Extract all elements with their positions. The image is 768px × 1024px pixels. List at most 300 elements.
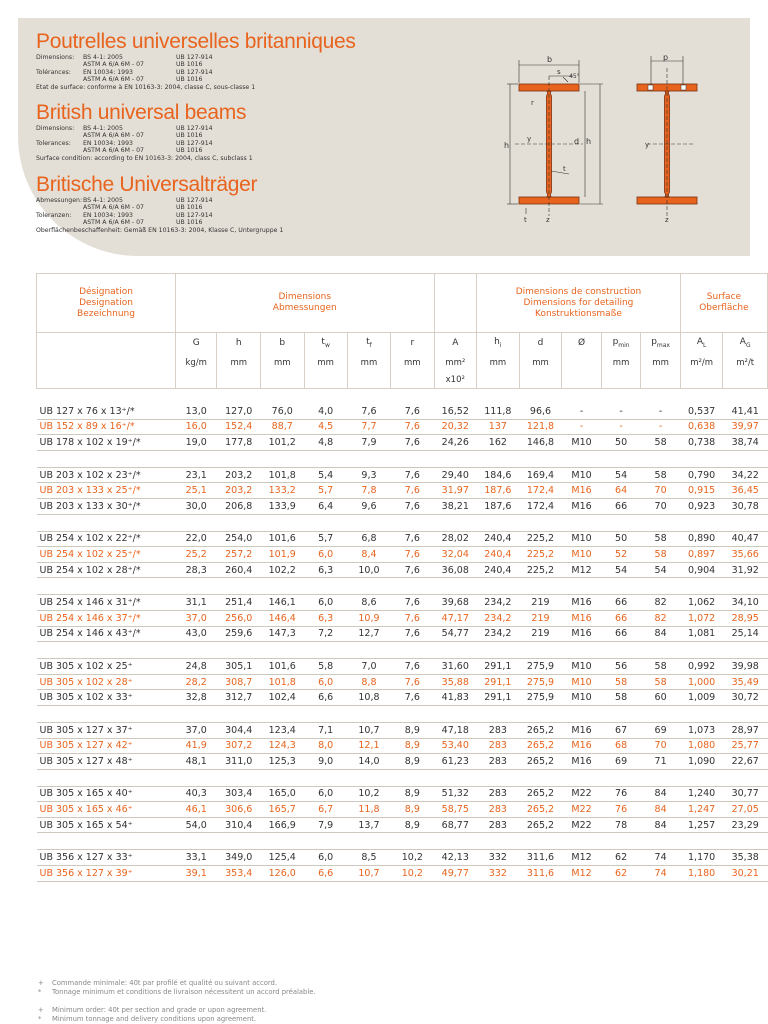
value-cell: 187,6	[477, 498, 520, 514]
table-row	[37, 547, 768, 563]
value-cell: M10	[562, 531, 602, 547]
gap-cell	[641, 833, 681, 850]
value-cell: 24,8	[176, 659, 217, 675]
gap-cell	[641, 642, 681, 659]
meta-en	[36, 125, 253, 162]
value-cell: 76,0	[260, 404, 304, 419]
table-row	[37, 562, 768, 578]
value-cell: 61,23	[434, 754, 477, 770]
value-cell: 1,000	[680, 674, 723, 690]
value-cell: 8,4	[347, 547, 390, 563]
gap-cell	[477, 705, 520, 722]
value-cell: 7,9	[304, 817, 347, 833]
gap-cell	[562, 578, 602, 595]
unit-cell	[37, 353, 176, 372]
group-construction	[477, 274, 681, 333]
value-cell: 332	[477, 866, 520, 882]
value-cell: 265,2	[519, 738, 562, 754]
meta-text: UB 1016	[176, 147, 203, 155]
value-cell: 6,0	[304, 786, 347, 802]
area-factor-cell	[347, 372, 390, 389]
group-header-line: Konstruktionsmaße	[534, 308, 622, 319]
gap-cell	[723, 833, 768, 850]
footnote	[38, 1015, 256, 1024]
value-cell: 28,2	[176, 674, 217, 690]
value-cell: 6,8	[347, 531, 390, 547]
value-cell: 311,6	[519, 850, 562, 866]
value-cell: -	[601, 404, 640, 419]
gap-cell	[176, 450, 217, 467]
value-cell: 66	[601, 595, 640, 611]
value-cell: 48,1	[176, 754, 217, 770]
meta-text: UB 1016	[176, 76, 203, 84]
value-cell: 7,6	[391, 610, 434, 626]
value-cell: 67	[601, 722, 640, 738]
value-cell: 49,77	[434, 866, 477, 882]
value-cell: 66	[601, 498, 640, 514]
value-cell: 66	[601, 610, 640, 626]
value-cell: 25,2	[176, 547, 217, 563]
value-cell: 28,97	[723, 722, 768, 738]
gap-cell	[641, 705, 681, 722]
value-cell: 76	[601, 802, 640, 818]
gap-cell	[304, 769, 347, 786]
symbol-text: r	[410, 338, 415, 348]
value-cell: 14,0	[347, 754, 390, 770]
gap-cell	[519, 578, 562, 595]
symbol-subscript: L	[703, 341, 707, 349]
designation-cell: UB 305 x 165 x 46⁺	[37, 802, 176, 818]
value-cell: 259,6	[217, 626, 261, 642]
value-cell: M10	[562, 547, 602, 563]
gap-cell	[519, 833, 562, 850]
value-cell: 146,8	[519, 435, 562, 451]
value-cell: 7,6	[391, 690, 434, 706]
value-cell: 9,6	[347, 498, 390, 514]
meta-text: ASTM A 6/A 6M - 07	[83, 147, 144, 155]
unit-cell: mm	[519, 353, 562, 372]
value-cell: 23,29	[723, 817, 768, 833]
value-cell: 31,92	[723, 562, 768, 578]
group-gap-row	[37, 450, 768, 467]
group-header-line: Dimensions for detailing	[523, 297, 634, 308]
meta-text: ASTM A 6/A 6M - 07	[83, 76, 144, 84]
value-cell: 126,0	[260, 866, 304, 882]
group-area-blank	[434, 274, 477, 333]
table-row	[37, 802, 768, 818]
table-row	[37, 610, 768, 626]
value-cell: 34,22	[723, 467, 768, 483]
value-cell: 8,9	[391, 802, 434, 818]
symbol-cell	[562, 333, 602, 354]
value-cell: 332	[477, 850, 520, 866]
gap-cell	[641, 769, 681, 786]
value-cell: 234,2	[477, 595, 520, 611]
group-header-line: Surface	[706, 292, 742, 302]
value-cell: -	[601, 419, 640, 435]
symbol-cell	[723, 333, 768, 354]
area-factor-cell	[37, 372, 176, 389]
symbol-cell	[176, 333, 217, 354]
gap-cell	[260, 769, 304, 786]
value-cell: 125,4	[260, 850, 304, 866]
area-factor-cell	[519, 372, 562, 389]
table-row	[37, 690, 768, 706]
gap-cell	[347, 769, 390, 786]
gap-cell	[519, 769, 562, 786]
footnote-mark: *	[38, 988, 42, 996]
meta-text: BS 4-1: 2005	[83, 197, 123, 204]
value-cell: M22	[562, 817, 602, 833]
value-cell: 7,6	[391, 626, 434, 642]
value-cell: 13,7	[347, 817, 390, 833]
table-row	[37, 850, 768, 866]
value-cell: 0,897	[680, 547, 723, 563]
unit-cell: mm	[641, 353, 681, 372]
value-cell: 58	[641, 659, 681, 675]
designation-cell: UB 356 x 127 x 33⁺	[37, 850, 176, 866]
meta-line	[36, 76, 356, 83]
value-cell: 37,0	[176, 722, 217, 738]
value-cell: 1,090	[680, 754, 723, 770]
value-cell: 31,1	[176, 595, 217, 611]
value-cell: M12	[562, 866, 602, 882]
gap-cell	[37, 705, 176, 722]
value-cell: 58	[601, 674, 640, 690]
value-cell: 0,904	[680, 562, 723, 578]
value-cell: 7,9	[347, 435, 390, 451]
value-cell: 307,2	[217, 738, 261, 754]
unit-row	[37, 353, 768, 372]
title-fr: Poutrelles universelles britanniques	[36, 30, 356, 53]
value-cell: 10,2	[391, 866, 434, 882]
value-cell: 68	[601, 738, 640, 754]
value-cell: 125,3	[260, 754, 304, 770]
value-cell: 88,7	[260, 419, 304, 435]
value-cell: 311,0	[217, 754, 261, 770]
value-cell: 219	[519, 626, 562, 642]
group-header-line: Oberfläche	[699, 303, 749, 313]
table-row	[37, 435, 768, 451]
value-cell: 78	[601, 817, 640, 833]
group-header-row	[37, 274, 768, 333]
value-cell: 56	[601, 659, 640, 675]
meta-line	[36, 125, 246, 132]
value-cell: 54	[601, 467, 640, 483]
value-cell: 23,1	[176, 467, 217, 483]
value-cell: 177,8	[217, 435, 261, 451]
meta-text: Abmessungen:	[36, 197, 83, 204]
value-cell: 265,2	[519, 754, 562, 770]
value-cell: 68,77	[434, 817, 477, 833]
value-cell: 137	[477, 419, 520, 435]
gap-cell	[391, 705, 434, 722]
value-cell: 111,8	[477, 404, 520, 419]
gap-cell	[260, 514, 304, 531]
label-p: p	[663, 53, 669, 62]
symbol-cell	[347, 333, 390, 354]
table-row	[37, 404, 768, 419]
designation-cell: UB 305 x 102 x 33⁺	[37, 690, 176, 706]
gap-cell	[304, 450, 347, 467]
value-cell: 66	[601, 626, 640, 642]
value-cell: M10	[562, 659, 602, 675]
beam-cross-section-figure	[505, 38, 715, 228]
gap-cell	[477, 642, 520, 659]
value-cell: 101,6	[260, 659, 304, 675]
value-cell: 240,4	[477, 562, 520, 578]
value-cell: 84	[641, 786, 681, 802]
value-cell: 275,9	[519, 690, 562, 706]
gap-cell	[260, 833, 304, 850]
value-cell: 283	[477, 802, 520, 818]
label-z: z	[546, 216, 550, 224]
value-cell: 265,2	[519, 817, 562, 833]
value-cell: 5,7	[304, 531, 347, 547]
meta-text: BS 4-1: 2005	[83, 54, 123, 61]
symbol-subscript: max	[656, 341, 670, 349]
group-header-line: Designation	[79, 297, 133, 308]
value-cell: 19,0	[176, 435, 217, 451]
meta-text: UB 1016	[176, 132, 203, 140]
value-cell: 8,9	[391, 754, 434, 770]
value-cell: 4,5	[304, 419, 347, 435]
label-ss: s	[557, 68, 561, 76]
value-cell: 6,0	[304, 850, 347, 866]
value-cell: 6,6	[304, 866, 347, 882]
meta-line	[36, 147, 246, 154]
gap-cell	[217, 642, 261, 659]
gap-cell	[176, 578, 217, 595]
value-cell: 7,6	[391, 419, 434, 435]
value-cell: 0,992	[680, 659, 723, 675]
value-cell: 0,790	[680, 467, 723, 483]
gap-cell	[391, 514, 434, 531]
value-cell: 36,45	[723, 483, 768, 499]
value-cell: 70	[641, 738, 681, 754]
value-cell: 275,9	[519, 659, 562, 675]
gap-cell	[304, 514, 347, 531]
value-cell: M10	[562, 435, 602, 451]
value-cell: 30,0	[176, 498, 217, 514]
value-cell: 353,4	[217, 866, 261, 882]
value-cell: 25,77	[723, 738, 768, 754]
meta-text: UB 127-914	[176, 125, 213, 132]
value-cell: 40,47	[723, 531, 768, 547]
gap-cell	[347, 705, 390, 722]
unit-cell: kg/m	[176, 353, 217, 372]
gap-cell	[37, 833, 176, 850]
gap-cell	[304, 833, 347, 850]
area-factor-cell	[391, 372, 434, 389]
value-cell: 306,6	[217, 802, 261, 818]
gap-cell	[723, 769, 768, 786]
value-cell: 8,5	[347, 850, 390, 866]
value-cell: 53,40	[434, 738, 477, 754]
surface-condition: Oberflächenbeschaffenheit: Gemäß EN 10163-3: 2004, Klasse C, Untergruppe 1	[36, 226, 284, 234]
designation-cell: UB 254 x 102 x 22⁺/*	[37, 531, 176, 547]
value-cell: 7,6	[391, 659, 434, 675]
value-cell: 10,9	[347, 610, 390, 626]
value-cell: 52	[601, 547, 640, 563]
designation-cell: UB 305 x 127 x 42⁺	[37, 738, 176, 754]
footnote-mark: *	[38, 1015, 42, 1023]
value-cell: 10,7	[347, 722, 390, 738]
symbol-row	[37, 333, 768, 354]
value-cell: 283	[477, 722, 520, 738]
label-d: d	[574, 137, 580, 146]
footnote-text: Minimum tonnage and delivery conditions upon agreement.	[52, 1015, 257, 1023]
value-cell: 82	[641, 595, 681, 611]
value-cell: 47,18	[434, 722, 477, 738]
value-cell: 283	[477, 754, 520, 770]
value-cell: 38,21	[434, 498, 477, 514]
value-cell: 58	[641, 674, 681, 690]
meta-text: Tolérances:	[36, 68, 71, 76]
gap-cell	[562, 642, 602, 659]
value-cell: 225,2	[519, 562, 562, 578]
value-cell: 39,97	[723, 419, 768, 435]
gap-cell	[37, 450, 176, 467]
value-cell: M16	[562, 722, 602, 738]
value-cell: 7,7	[347, 419, 390, 435]
gap-cell	[680, 833, 723, 850]
symbol-cell	[519, 333, 562, 354]
group-gap-row	[37, 578, 768, 595]
meta-text: UB 1016	[176, 61, 203, 69]
gap-cell	[477, 769, 520, 786]
gap-cell	[680, 642, 723, 659]
gap-cell	[217, 578, 261, 595]
value-cell: 25,14	[723, 626, 768, 642]
footnote-mark: +	[38, 1006, 44, 1014]
table-row	[37, 498, 768, 514]
designation-cell: UB 254 x 146 x 43⁺/*	[37, 626, 176, 642]
value-cell: 7,6	[391, 498, 434, 514]
gap-cell	[562, 769, 602, 786]
value-cell: 41,41	[723, 404, 768, 419]
gap-cell	[477, 450, 520, 467]
value-cell: 133,9	[260, 498, 304, 514]
symbol-text: h	[494, 337, 500, 348]
value-cell: 310,4	[217, 817, 261, 833]
value-cell: M22	[562, 802, 602, 818]
value-cell: 6,0	[304, 547, 347, 563]
area-factor-cell: x10²	[434, 372, 477, 389]
value-cell: 206,8	[217, 498, 261, 514]
footnote-mark: +	[38, 979, 44, 987]
value-cell: 84	[641, 817, 681, 833]
value-cell: 40,3	[176, 786, 217, 802]
value-cell: 54	[641, 562, 681, 578]
meta-line	[36, 54, 356, 61]
value-cell: 101,9	[260, 547, 304, 563]
area-factor-cell	[260, 372, 304, 389]
meta-text: ASTM A 6/A 6M - 07	[83, 219, 144, 227]
value-cell: 124,3	[260, 738, 304, 754]
value-cell: 0,923	[680, 498, 723, 514]
designation-cell: UB 356 x 127 x 39⁺	[37, 866, 176, 882]
value-cell: 121,8	[519, 419, 562, 435]
value-cell: 312,7	[217, 690, 261, 706]
value-cell: -	[641, 404, 681, 419]
unit-cell: mm	[391, 353, 434, 372]
value-cell: 240,4	[477, 547, 520, 563]
table-row	[37, 467, 768, 483]
value-cell: 11,8	[347, 802, 390, 818]
gap-cell	[304, 642, 347, 659]
gap-cell	[519, 450, 562, 467]
value-cell: M16	[562, 483, 602, 499]
value-cell: 35,88	[434, 674, 477, 690]
value-cell: 8,8	[347, 674, 390, 690]
meta-text: EN 10034: 1993	[83, 211, 133, 219]
meta-line	[36, 140, 246, 147]
value-cell: -	[562, 419, 602, 435]
value-cell: 165,7	[260, 802, 304, 818]
gap-cell	[601, 514, 640, 531]
value-cell: 29,40	[434, 467, 477, 483]
label-z2: z	[665, 216, 669, 224]
area-factor-cell	[562, 372, 602, 389]
value-cell: 39,1	[176, 866, 217, 882]
value-cell: 37,0	[176, 610, 217, 626]
value-cell: 31,60	[434, 659, 477, 675]
meta-text: Toleranzen:	[36, 211, 72, 219]
value-cell: 74	[641, 850, 681, 866]
value-cell: 240,4	[477, 531, 520, 547]
table-row	[37, 738, 768, 754]
value-cell: 6,4	[304, 498, 347, 514]
value-cell: 165,0	[260, 786, 304, 802]
value-cell: 101,8	[260, 674, 304, 690]
unit-cell: m²/t	[723, 353, 768, 372]
symbol-text: h	[235, 338, 242, 348]
gap-cell	[260, 705, 304, 722]
header-de	[36, 173, 284, 234]
gap-cell	[434, 450, 477, 467]
value-cell: 147,3	[260, 626, 304, 642]
designation-cell: UB 305 x 165 x 54⁺	[37, 817, 176, 833]
symbol-text: p	[651, 337, 657, 348]
designation-cell: UB 152 x 89 x 16⁺/*	[37, 419, 176, 435]
meta-text: ASTM A 6/A 6M - 07	[83, 132, 144, 140]
value-cell: 7,6	[391, 674, 434, 690]
value-cell: 71	[641, 754, 681, 770]
value-cell: 1,180	[680, 866, 723, 882]
symbol-cell	[260, 333, 304, 354]
value-cell: 58	[641, 531, 681, 547]
value-cell: 203,2	[217, 483, 261, 499]
gap-cell	[176, 769, 217, 786]
meta-line	[36, 69, 356, 76]
value-cell: M10	[562, 674, 602, 690]
value-cell: 172,4	[519, 498, 562, 514]
value-cell: 7,6	[391, 435, 434, 451]
value-cell: 9,0	[304, 754, 347, 770]
gap-cell	[347, 578, 390, 595]
meta-text: ASTM A 6/A 6M - 07	[83, 204, 144, 212]
value-cell: 7,8	[347, 483, 390, 499]
header-en	[36, 101, 253, 162]
gap-cell	[562, 450, 602, 467]
value-cell: M22	[562, 786, 602, 802]
value-cell: 58	[601, 690, 640, 706]
symbol-cell	[601, 333, 640, 354]
group-header-line: Dimensions de construction	[515, 286, 642, 297]
symbol-text: A	[696, 337, 704, 348]
label-tw: t	[563, 165, 566, 173]
